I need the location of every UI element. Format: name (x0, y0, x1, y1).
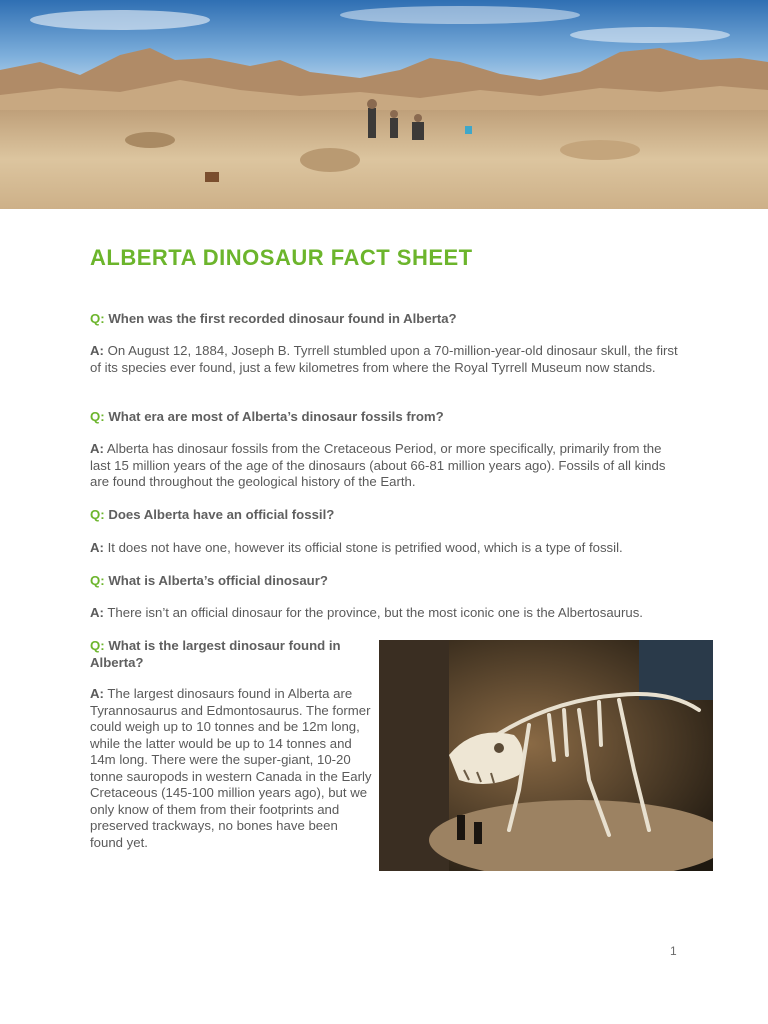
faq-answer-1 (90, 343, 680, 376)
question-prefix: Q: (90, 409, 105, 424)
answer-text: On August 12, 1884, Joseph B. Tyrrell stumbled upon a 70-million-year-old dinosaur skull, the first of its species ever found, just a few kilometres from where the Royal Tyrrell Museum now stands. (90, 343, 678, 375)
question-prefix: Q: (90, 573, 105, 588)
faq-question-2 (90, 409, 680, 426)
answer-prefix: A: (90, 540, 104, 555)
question-text: When was the first recorded dinosaur found in Alberta? (108, 311, 457, 326)
faq-answer-3 (90, 540, 680, 557)
museum-skeleton-photo (379, 640, 713, 871)
answer-prefix: A: (90, 686, 104, 701)
faq-question-1 (90, 311, 680, 328)
answer-text: It does not have one, however its official stone is petrified wood, which is a type of fossil. (107, 540, 623, 555)
answer-text: Alberta has dinosaur fossils from the Cretaceous Period, or more specifically, primarily from the last 15 million years of the age of the dinosaurs (about 66-81 million years ago). Fossils of all kinds are found throughout the geological history of the Earth. (90, 441, 666, 489)
faq-answer-4 (90, 605, 680, 622)
question-text: Does Alberta have an official fossil? (108, 507, 335, 522)
answer-text: The largest dinosaurs found in Alberta are Tyrannosaurus and Edmontosaurus. The former could weigh up to 10 tonnes and be 12m long, while the latter would be up to 14 tonnes and 14m long. There were the super-giant, 10-20 tonne sauropods in western Canada in the Early Cretaceous (145-100 million years ago), but we only know of them from their footprints and preserved trackways, no bones have been found yet. (90, 686, 372, 850)
page-title: ALBERTA DINOSAUR FACT SHEET (90, 245, 473, 270)
faq-question-3 (90, 507, 680, 524)
question-text: What is the largest dinosaur found in Alberta? (90, 638, 341, 670)
faq-answer-5 (90, 686, 372, 851)
page-number: 1 (670, 944, 677, 958)
question-prefix: Q: (90, 311, 105, 326)
question-prefix: Q: (90, 638, 105, 653)
answer-prefix: A: (90, 343, 104, 358)
question-prefix: Q: (90, 507, 105, 522)
header-badlands-photo (0, 0, 768, 209)
question-text: What is Alberta’s official dinosaur? (108, 573, 328, 588)
faq-answer-2 (90, 441, 680, 491)
answer-prefix: A: (90, 605, 104, 620)
faq-question-4 (90, 573, 680, 590)
faq-question-5 (90, 638, 372, 671)
answer-text: There isn’t an official dinosaur for the province, but the most iconic one is the Albertosaurus. (107, 605, 643, 620)
question-text: What era are most of Alberta’s dinosaur fossils from? (108, 409, 444, 424)
answer-prefix: A: (90, 441, 104, 456)
